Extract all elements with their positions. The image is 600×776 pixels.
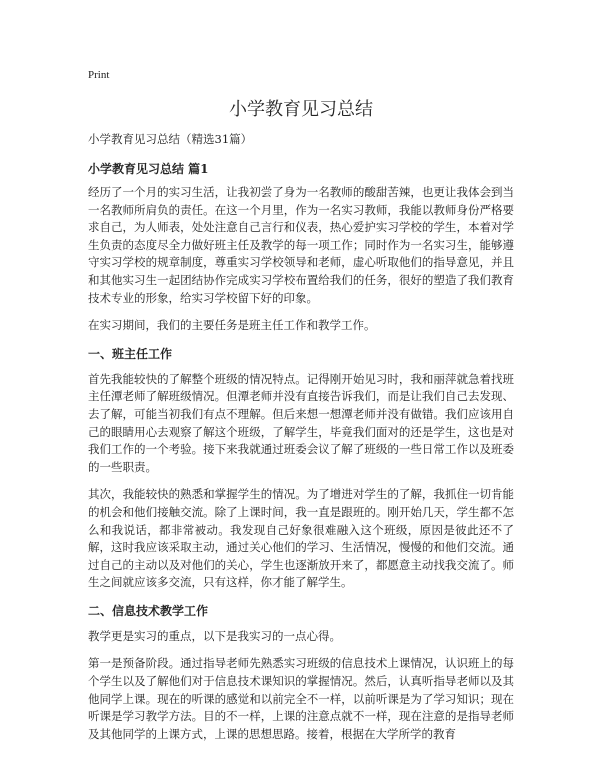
paragraph-6: 第一是预备阶段。通过指导老师先熟悉实习班级的信息技术上课情况，认识班上的每个学生以及了解他们对于信息技术课知识的掌握情况。然后，认真听指导老师以及其他同学上课。现在的听课的感觉和以前完全不一样，以前听课是为了学习知识；现在听课是学习教学方法。目的不一样，上课的注意点就不一样，现在注意的是指导老师及其他同学的上课方式，上课的思想思路。接着，根据在大学所学的教育 [88, 656, 514, 741]
section-heading: 小学教育见习总结 篇1 [88, 162, 209, 176]
paragraph-2: 在实习期间，我们的主要任务是班主任工作和教学工作。 [88, 318, 376, 333]
paragraph-1: 经历了一个月的实习生活，让我初尝了身为一名教师的酸甜苦辣，也更让我体会到当一名教师所肩负的责任。在这一个月里，作为一名实习教师，我能以教师身份严格要求自己，为人师表，处处注意自己言行和仪表，热心爱护实习学校的学生，本着对学生负责的态度尽全力做好班主任及教学的每一项工作；同时作为一名实习生，能够遵守实习学校的规章制度，尊重实习学校领导和老师，虚心听取他们的指导意见，并且和其他实习生一起团结协作完成实习学校布置给我们的任务，很好的塑造了我们教育技术专业的形象，给实习学校留下好的印象。 [88, 185, 514, 305]
page-title: 小学教育见习总结 [229, 99, 373, 120]
paragraph-5: 教学更是实习的重点，以下是我实习的一点心得。 [88, 628, 341, 643]
paragraph-4: 其次，我能较快的熟悉和掌握学生的情况。为了增进对学生的了解，我抓住一切肯能的机会和他们接触交流。除了上课时间，我一直是跟班的。刚开始几天，学生都不怎么和我说话，都非常被动。我发现自己好象很难融入这个班级，原因是彼此还不了解，这时我应该采取主动，通过关心他们的学习、生活情况，慢慢的和他们交流。通过自己的主动以及对他们的关心，学生也逐渐放开来了，都愿意主动找我交流了。师生之间就应该多交流，只有这样，你才能了解学生。 [88, 487, 514, 590]
paragraph-3: 首先我能较快的了解整个班级的情况特点。记得刚开始见习时，我和丽萍就急着找班主任潭老师了解班级情况。但潭老师并没有直接告诉我们，而是让我们自己去发现、去了解，可能当初我们有点不理解。但后来想一想潭老师并没有做错。我们应该用自己的眼睛用心去观察了解这个班级，了解学生，毕竟我们面对的还是学生，这也是对我们工作的一个考验。接下来我就通过班委会议了解了班级的一些日常工作以及班委的一些职责。 [88, 371, 514, 474]
print-link[interactable]: Print [88, 69, 110, 81]
subheading-it-teaching: 二、信息技术教学工作 [88, 603, 209, 618]
document-subtitle: 小学教育见习总结（精选31篇） [88, 132, 253, 146]
document-page [88, 68, 514, 753]
subheading-head-teacher-work: 一、班主任工作 [88, 346, 173, 361]
